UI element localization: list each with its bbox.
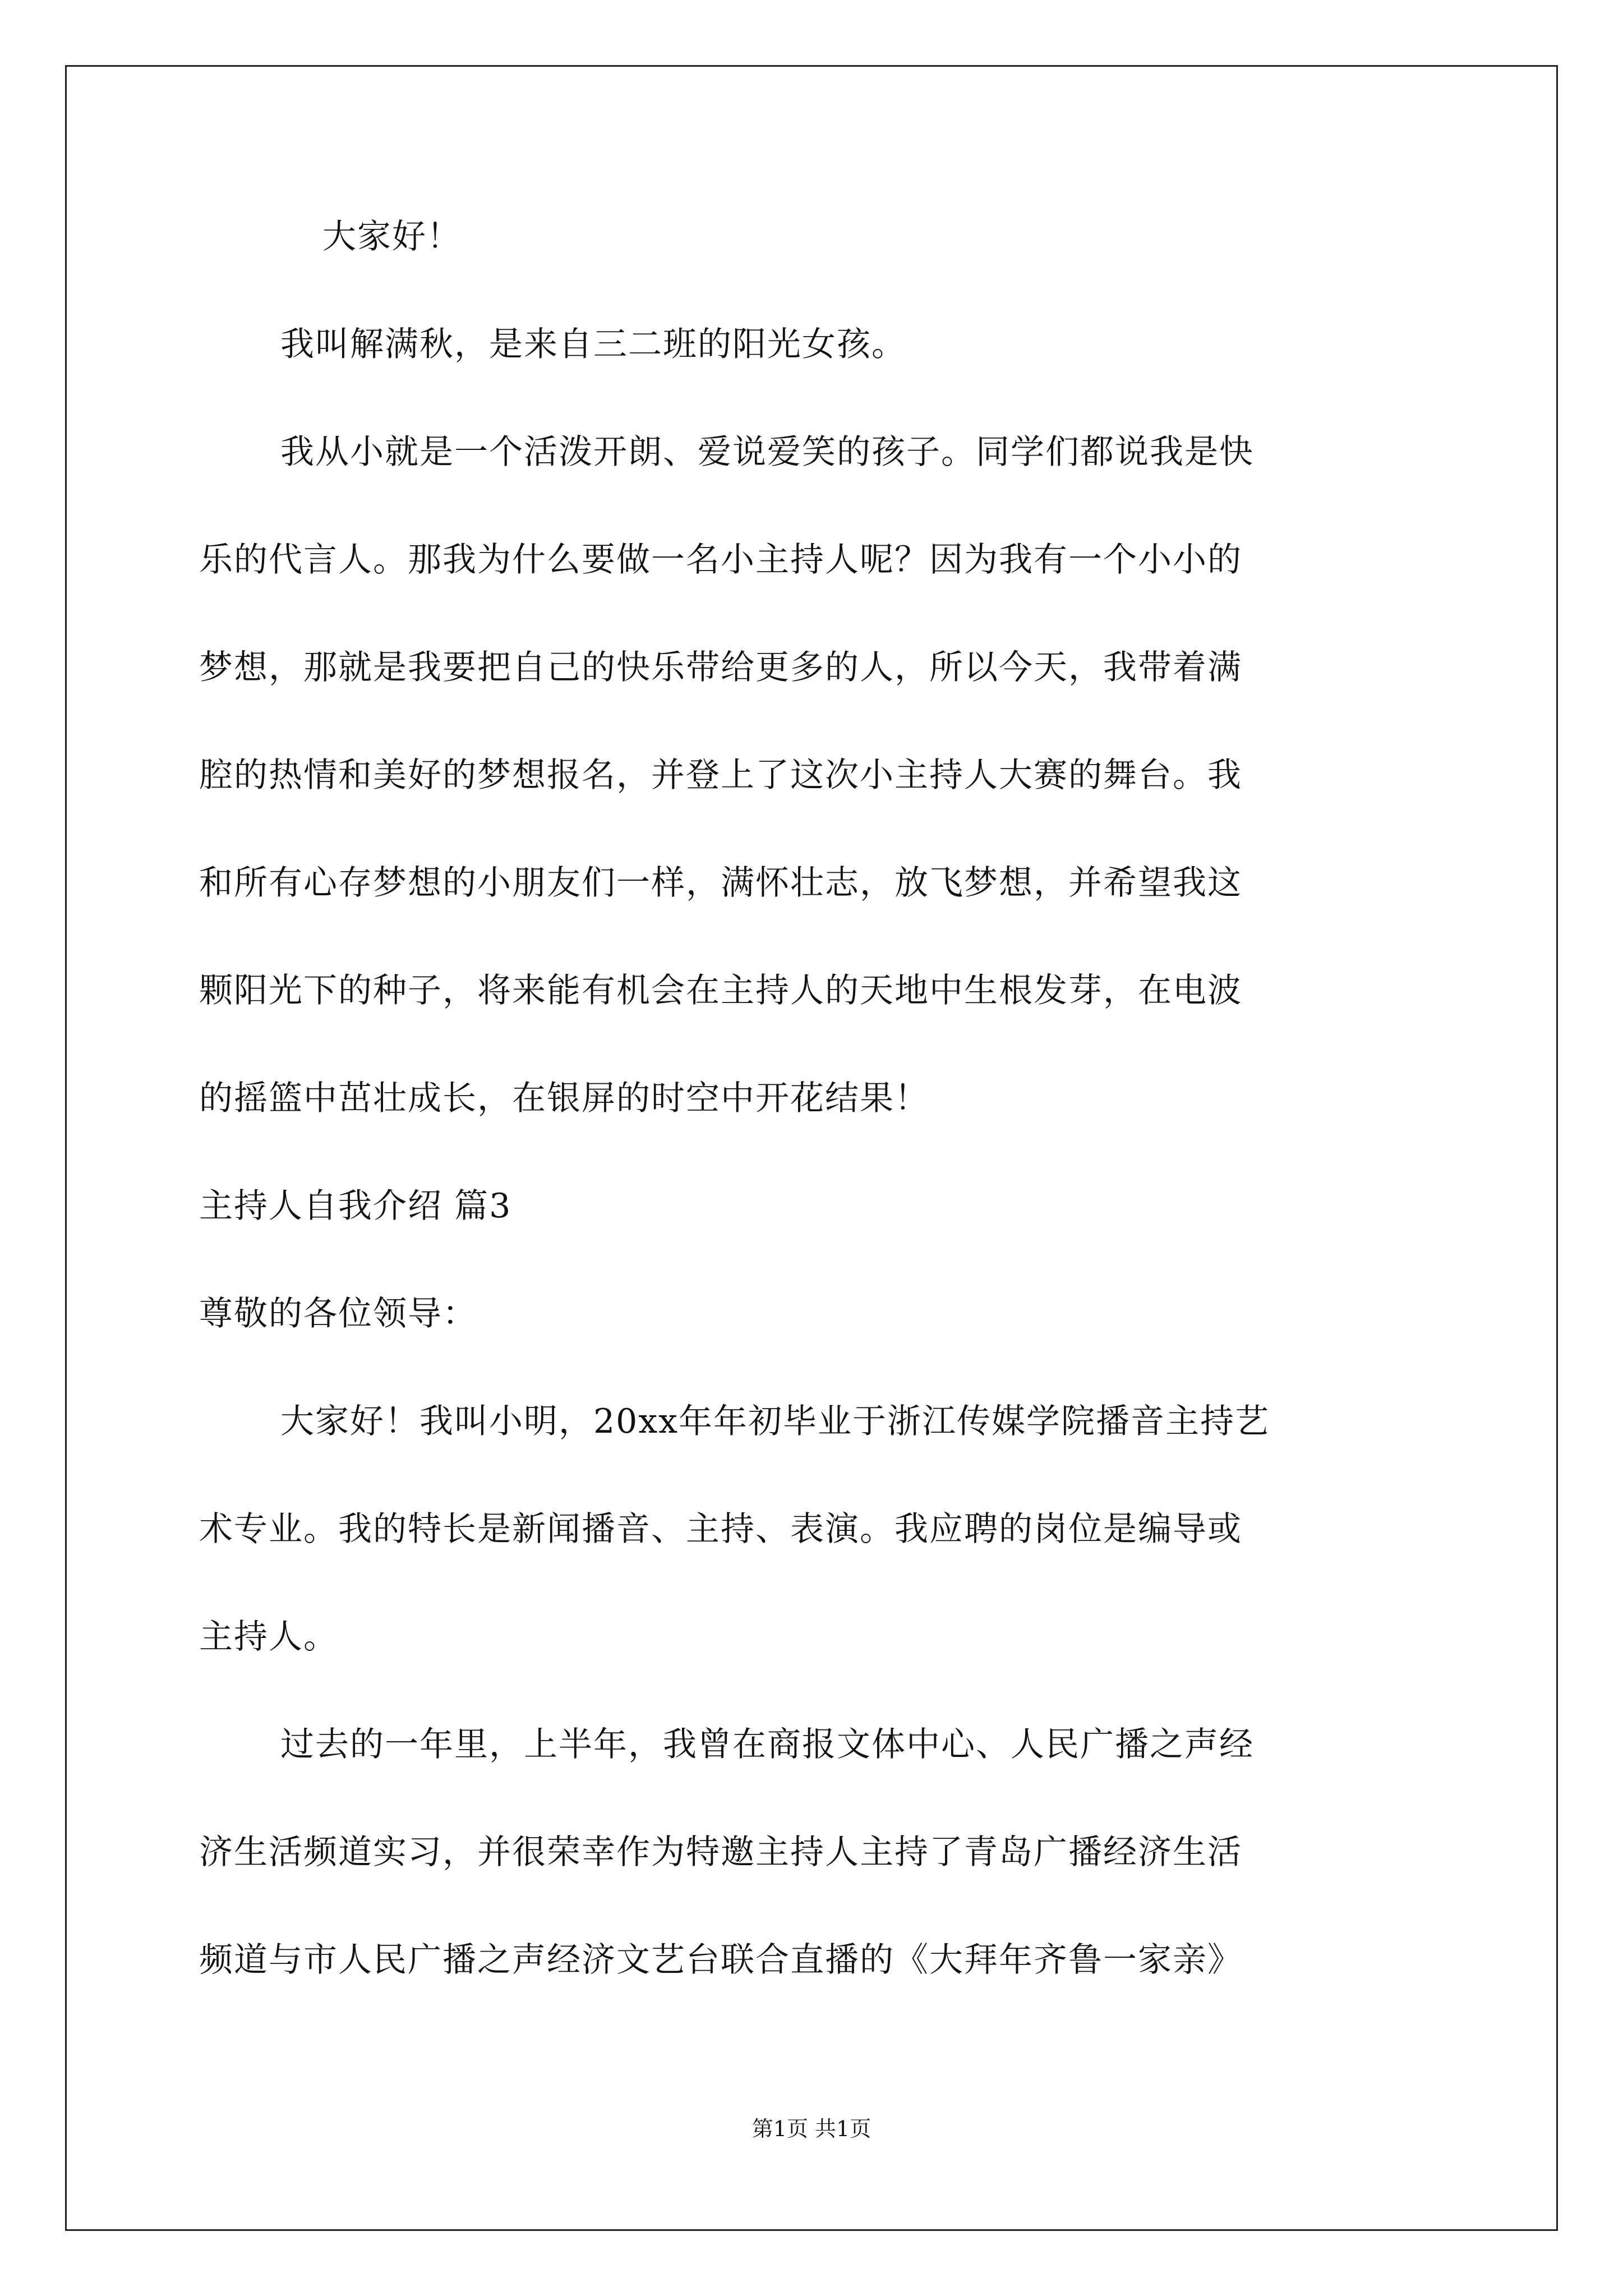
paragraph-line: 济生活频道实习，并很荣幸作为特邀主持人主持了青岛广播经济生活 (199, 1833, 1242, 1872)
paragraph-line: 梦想，那就是我要把自己的快乐带给更多的人，所以今天，我带着满 (199, 648, 1242, 687)
paragraph-line: 我叫解满秋，是来自三二班的阳光女孩。 (280, 325, 906, 364)
paragraph-line: 乐的代言人。那我为什么要做一名小主持人呢？因为我有一个小小的 (199, 540, 1242, 579)
paragraph-line: 过去的一年里，上半年，我曾在商报文体中心、人民广播之声经 (280, 1725, 1254, 1764)
page-border (65, 65, 1558, 2231)
paragraph-line: 和所有心存梦想的小朋友们一样，满怀壮志，放飞梦想，并希望我这 (199, 863, 1242, 903)
paragraph-line: 大家好！我叫小明，20xx年年初毕业于浙江传媒学院播音主持艺 (280, 1402, 1270, 1441)
section-heading: 主持人自我介绍 篇3 (199, 1186, 512, 1226)
salutation-line: 尊敬的各位领导： (199, 1294, 477, 1333)
paragraph-line: 主持人。 (199, 1617, 338, 1657)
paragraph-line: 术专业。我的特长是新闻播音、主持、表演。我应聘的岗位是编导或 (199, 1510, 1242, 1549)
greeting-line: 大家好！ (322, 217, 462, 256)
page-number-footer: 第1页 共1页 (751, 2116, 872, 2141)
paragraph-line: 腔的热情和美好的梦想报名，并登上了这次小主持人大赛的舞台。我 (199, 756, 1242, 795)
paragraph-line: 的摇篮中茁壮成长，在银屏的时空中开花结果！ (199, 1079, 929, 1118)
paragraph-line: 我从小就是一个活泼开朗、爱说爱笑的孩子。同学们都说我是快 (280, 432, 1254, 472)
paragraph-line: 颗阳光下的种子，将来能有机会在主持人的天地中生根发芽，在电波 (199, 971, 1242, 1010)
paragraph-line: 频道与市人民广播之声经济文艺台联合直播的《大拜年齐鲁一家亲》 (199, 1940, 1242, 1980)
